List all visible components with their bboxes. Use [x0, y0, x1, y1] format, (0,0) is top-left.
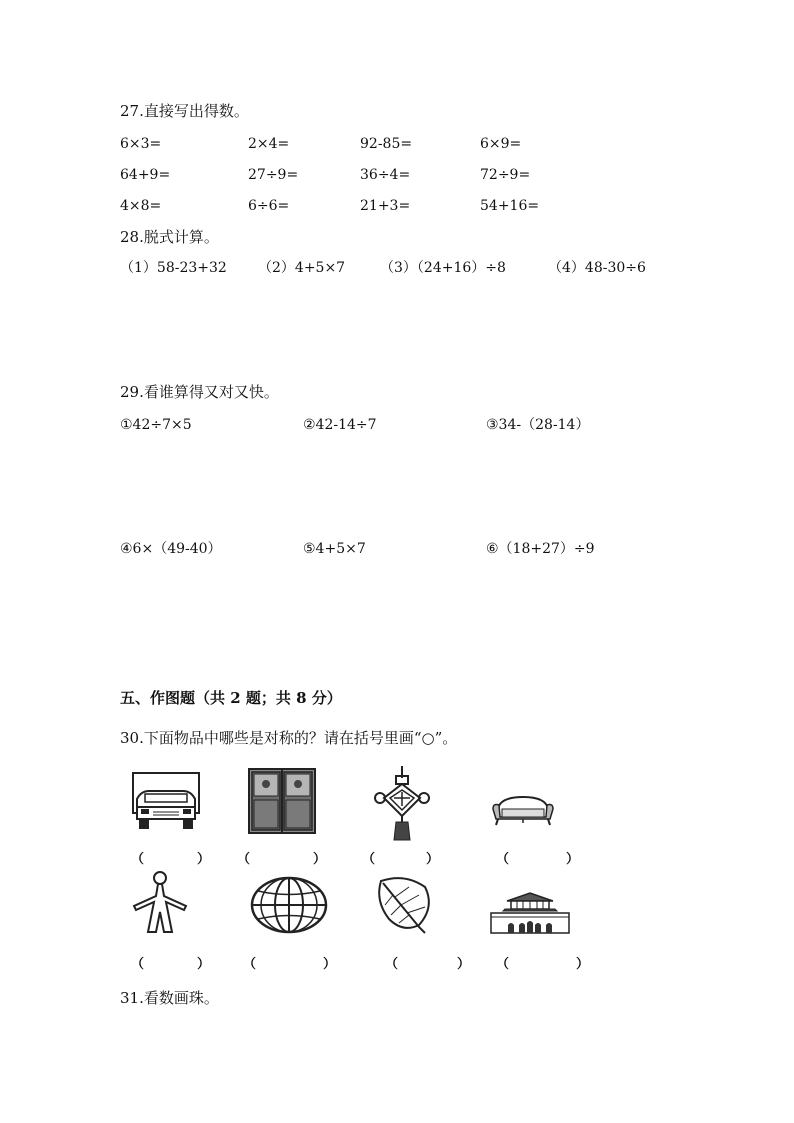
q27-r3-c4: 54+16= [480, 198, 540, 214]
answer-bracket-3[interactable]: （ ） [362, 852, 440, 867]
answer-bracket-8[interactable]: （ ） [496, 957, 590, 972]
sofa-icon [490, 795, 556, 827]
answer-bracket-2[interactable]: （ ） [237, 852, 327, 867]
q27-r1-c4: 6×9= [480, 136, 522, 152]
answer-bracket-6[interactable]: （ ） [243, 957, 337, 972]
q29-item-4: ④6×（49-40） [120, 541, 222, 557]
q27-r1-c1: 6×3= [120, 136, 162, 152]
q28-item-3: （3）（24+16）÷8 [380, 260, 506, 276]
globe-icon [250, 876, 328, 934]
q28-item-4: （4）48-30÷6 [548, 260, 646, 276]
answer-bracket-5[interactable]: （ ） [131, 957, 211, 972]
q29-title: 29.看谁算得又对又快。 [120, 383, 279, 401]
q27-r1-c2: 2×4= [248, 136, 290, 152]
answer-bracket-7[interactable]: （ ） [385, 957, 471, 972]
q27-title: 27.直接写出得数。 [120, 102, 249, 120]
q28-item-2: （2）4+5×7 [258, 260, 346, 276]
q29-item-3: ③34-（28-14） [486, 417, 590, 433]
truck-icon [131, 771, 201, 831]
q29-item-6: ⑥（18+27）÷9 [486, 541, 595, 557]
leaf-icon [375, 873, 433, 935]
q27-r2-c1: 64+9= [120, 167, 171, 183]
tiananmen-gate-icon [489, 891, 571, 935]
answer-bracket-4[interactable]: （ ） [496, 852, 580, 867]
q27-r2-c3: 36÷4= [360, 167, 411, 183]
q30-title: 30.下面物品中哪些是对称的？请在括号里画“○”。 [120, 729, 458, 747]
q27-r2-c2: 27÷9= [248, 167, 299, 183]
answer-bracket-1[interactable]: （ ） [131, 852, 211, 867]
q27-r3-c2: 6÷6= [248, 198, 290, 214]
q28-title: 28.脱式计算。 [120, 228, 219, 246]
chinese-knot-icon [374, 766, 430, 842]
q27-r2-c4: 72÷9= [480, 167, 531, 183]
q27-r1-c3: 92-85= [360, 136, 413, 152]
person-icon [128, 870, 192, 934]
q29-item-1: ①42÷7×5 [120, 417, 192, 433]
double-door-icon [248, 768, 316, 834]
q29-item-5: ⑤4+5×7 [303, 541, 366, 557]
q27-r3-c3: 21+3= [360, 198, 411, 214]
q31-title: 31.看数画珠。 [120, 989, 219, 1007]
q28-item-1: （1）58-23+32 [120, 260, 227, 276]
q27-r3-c1: 4×8= [120, 198, 162, 214]
q29-item-2: ②42-14÷7 [303, 417, 377, 433]
section-title: 五、作图题（共 2 题；共 8 分） [120, 689, 342, 707]
